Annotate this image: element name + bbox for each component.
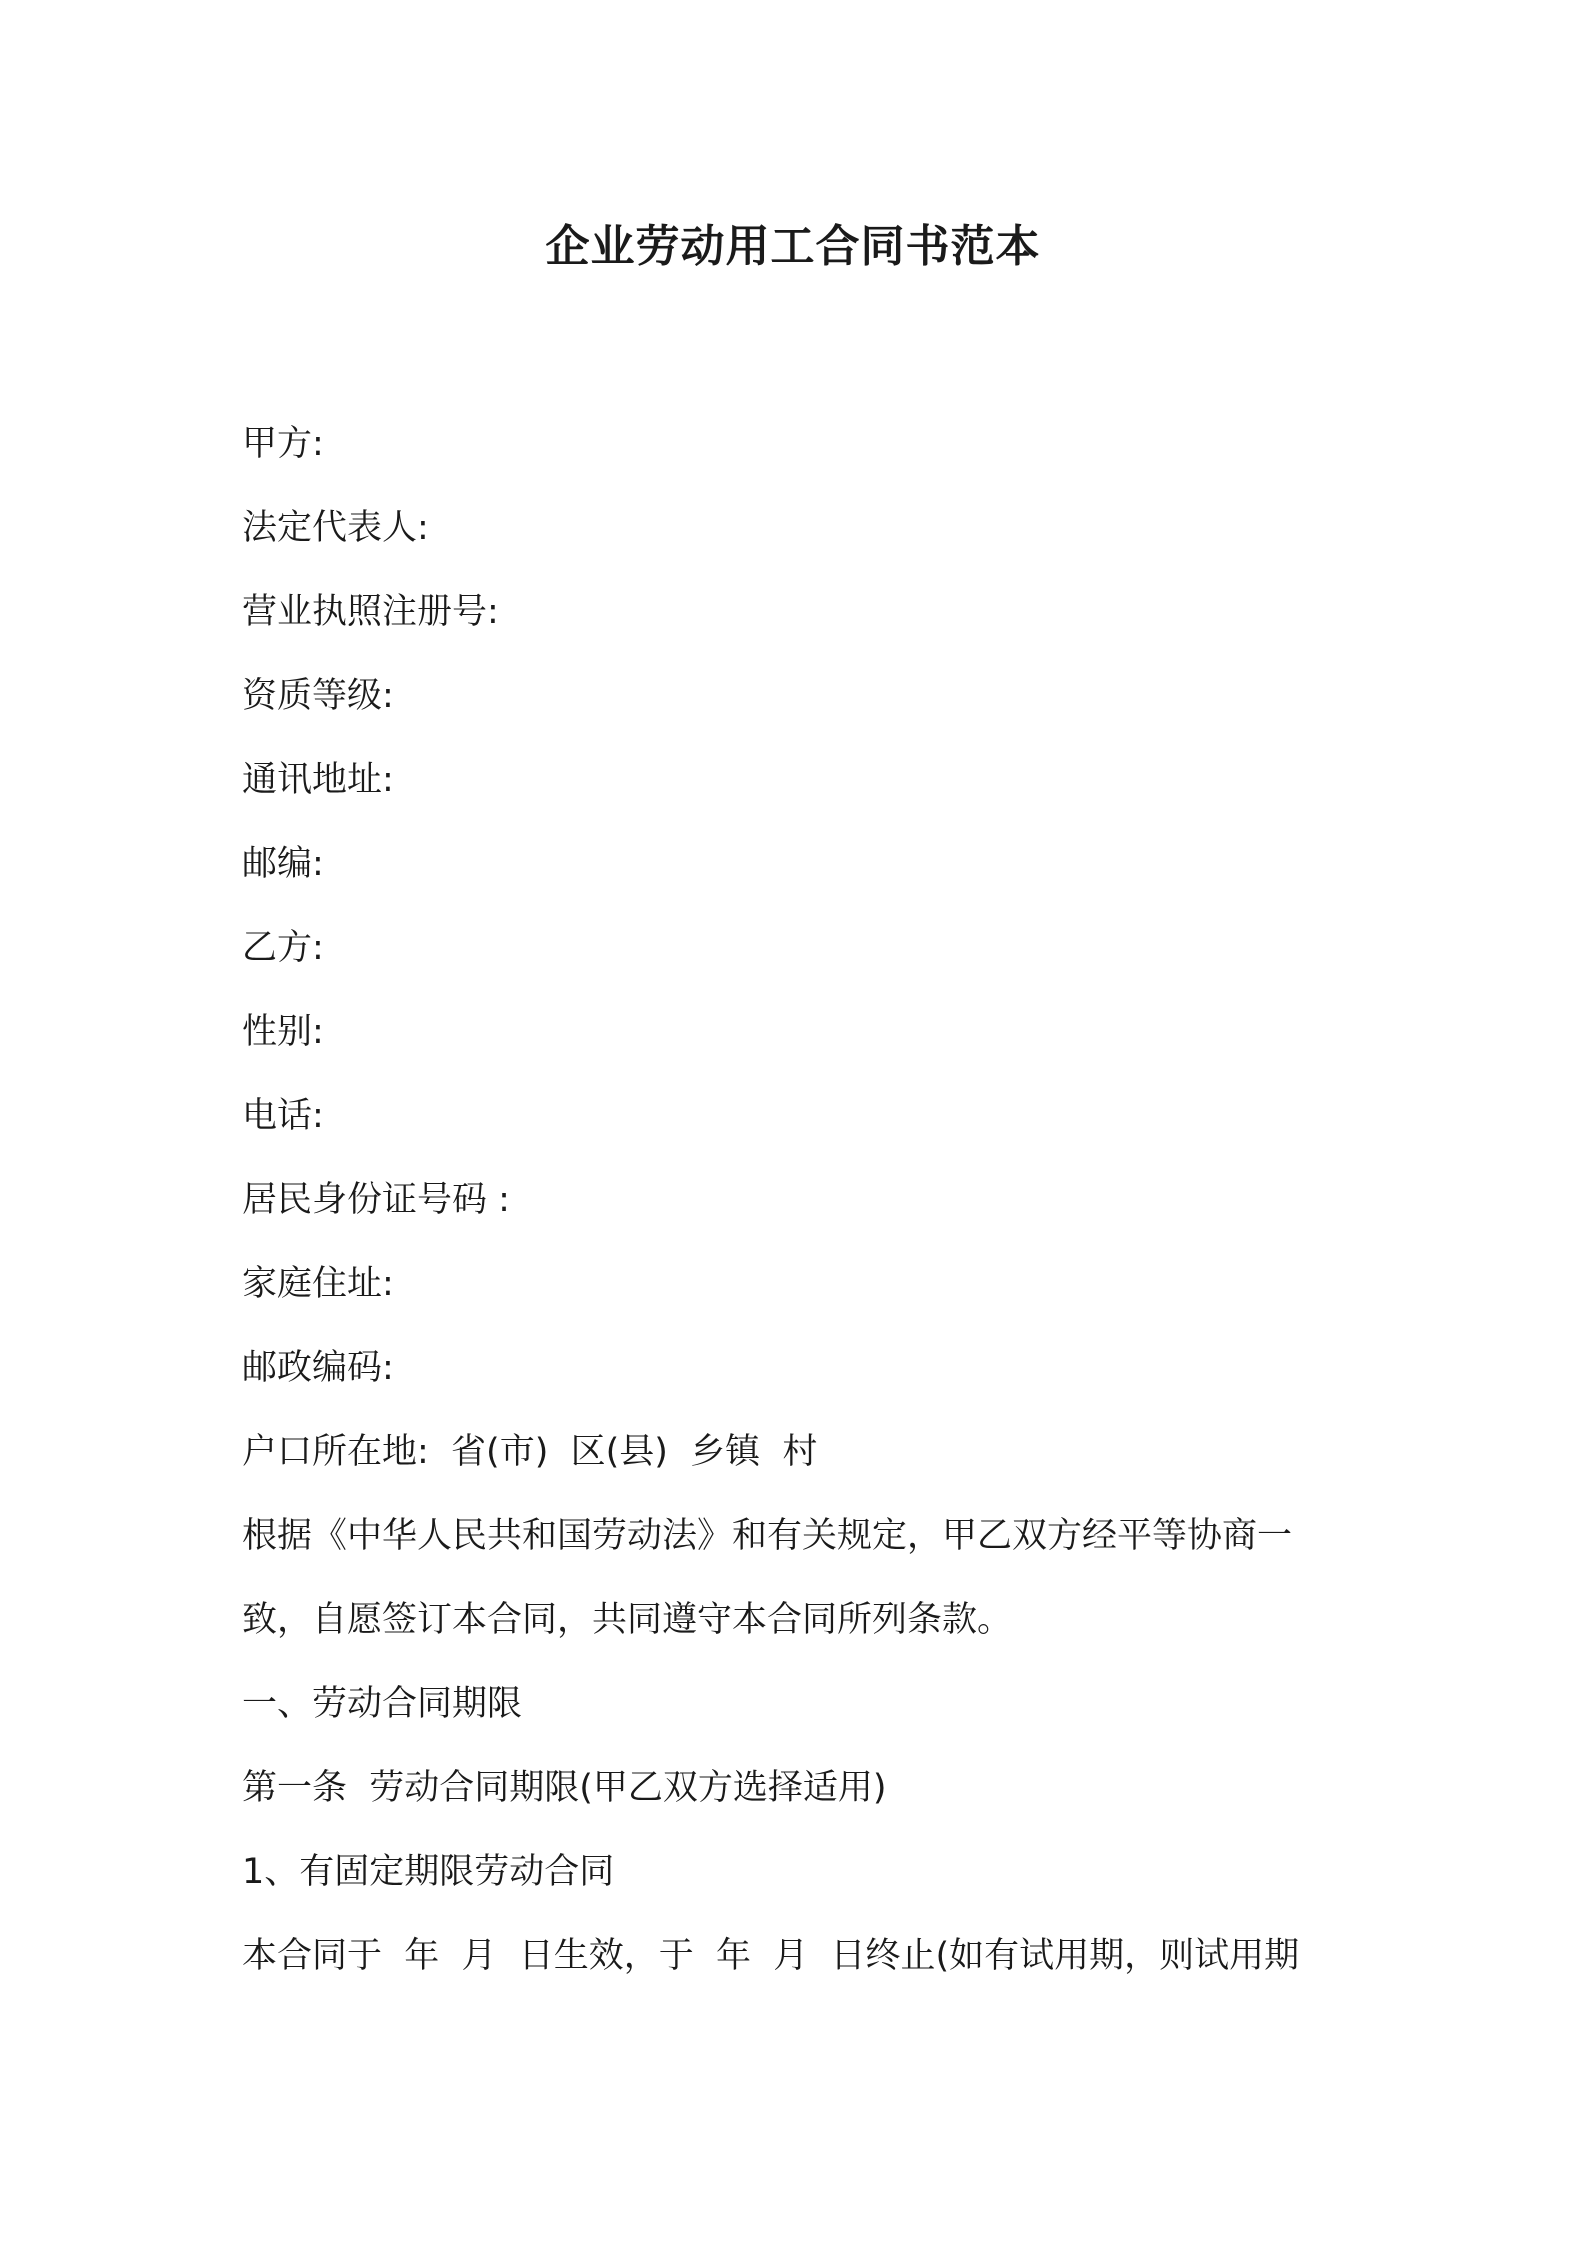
field-gender: 性别: [242, 1012, 324, 1052]
document-title: 企业劳动用工合同书范本 [545, 221, 1041, 272]
clause-fixed-term-contract: 1、有固定期限劳动合同 [242, 1852, 615, 1892]
field-party-b: 乙方: [242, 928, 324, 968]
field-qualification-grade: 资质等级: [242, 676, 394, 716]
preamble-line-2: 致，自愿签订本合同，共同遵守本合同所列条款。 [242, 1600, 1013, 1640]
field-id-card-number: 居民身份证号码 : [242, 1180, 510, 1220]
field-home-address: 家庭住址: [242, 1264, 394, 1304]
field-party-a: 甲方: [242, 424, 324, 464]
field-postal-code: 邮政编码: [242, 1348, 394, 1388]
clause-effective-dates: 本合同于 年 月 日生效，于 年 月 日终止(如有试用期，则试用期 [242, 1936, 1300, 1976]
field-household-registration: 户口所在地: 省(市) 区(县) 乡镇 村 [242, 1432, 818, 1472]
field-mailing-address: 通讯地址: [242, 760, 394, 800]
document-body [242, 402, 1362, 1998]
field-postcode: 邮编: [242, 844, 324, 884]
field-business-license-number: 营业执照注册号: [242, 592, 499, 632]
field-legal-representative: 法定代表人: [242, 508, 429, 548]
field-phone: 电话: [242, 1096, 324, 1136]
section-heading-contract-term: 一、劳动合同期限 [242, 1684, 523, 1724]
article-1-heading: 第一条 劳动合同期限(甲乙双方选择适用) [242, 1768, 887, 1808]
preamble-line-1: 根据《中华人民共和国劳动法》和有关规定，甲乙双方经平等协商一 [242, 1516, 1293, 1556]
